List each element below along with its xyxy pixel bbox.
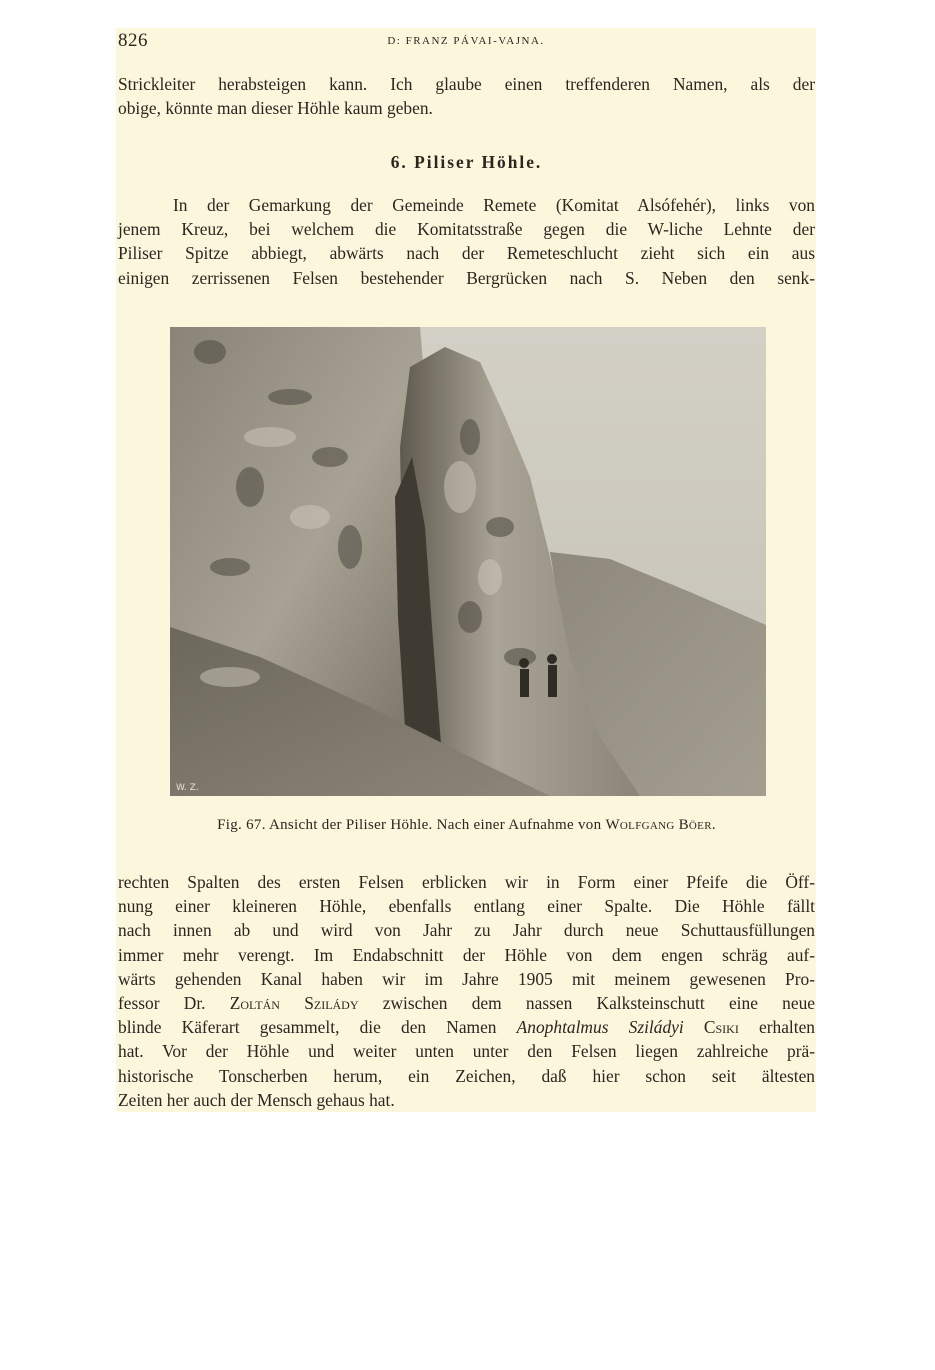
text-line: einigen zerrissenen Felsen bestehender Bergrücken nach S. Neben den senk- [118, 267, 815, 288]
text-line: immer mehr verengt. Im Endabschnitt der Höhle von dem engen schräg auf- [118, 944, 815, 965]
text-line: Strickleiter herabsteigen kann. Ich glaube einen treffenderen Namen, als der [118, 74, 815, 94]
text-line: hat. Vor der Höhle und weiter unten unter den Felsen liegen zahlreiche prä- [118, 1041, 815, 1062]
person-name: Zoltán Szilády [229, 993, 359, 1014]
text-line: rechten Spalten des ersten Felsen erblicken wir in Form einer Pfeife die Öff- [118, 872, 815, 892]
caption-text: Fig. 67. Ansicht der Piliser Höhle. Nach einer Aufnahme von [217, 817, 606, 833]
text-line: wärts gehenden Kanal haben wir im Jahre 1905 mit meinem gewesenen Pro- [118, 968, 815, 989]
page-header [118, 30, 814, 52]
text-line: jenem Kreuz, bei welchem die Komitatsstraße gegen die W-liche Lehnte der [118, 219, 815, 240]
section-heading: 6. Piliser Höhle. [390, 152, 543, 172]
running-head: D: FRANZ PÁVAI-VAJNA. [387, 35, 545, 47]
text-line: Zeiten her auch der Mensch gehaus hat. [118, 1089, 395, 1110]
paragraph-continuation [118, 72, 815, 120]
text-line: Piliser Spitze abbiegt, abwärts nach der Remeteschlucht zieht sich ein aus [118, 243, 815, 264]
text-line [118, 1015, 815, 1039]
text-line: In der Gemarkung der Gemeinde Remete (Komitat Alsófehér), links von [173, 195, 815, 215]
caption-author: Wolfgang Böer. [605, 817, 716, 833]
text-run: erhalten [738, 1017, 816, 1038]
text-line: obige, könnte man dieser Höhle kaum geben. [118, 98, 433, 119]
text-run: zwischen dem nassen Kalksteinschutt eine neue [358, 993, 815, 1014]
paragraph-intro [118, 193, 815, 290]
text-run: blinde Käferart gesammelt, die den Namen [118, 1017, 517, 1038]
page-number: 826 [118, 30, 148, 51]
text-line: nung einer kleineren Höhle, ebenfalls entlang einer Spalte. Die Höhle fällt [118, 896, 815, 917]
cave-photograph [170, 327, 766, 796]
text-line: historische Tonscherben herum, ein Zeichen, daß hier schon seit ältesten [118, 1065, 815, 1086]
text-line: nach innen ab und wird von Jahr zu Jahr durch neue Schuttausfüllungen [118, 920, 815, 941]
text-line [118, 991, 815, 1015]
species-name-suffix: i [678, 1017, 684, 1038]
species-name: Anophtalmus Szilády [516, 1017, 679, 1038]
paragraph-body [118, 870, 815, 1112]
figure-caption [118, 817, 815, 834]
species-author: Csiki [683, 1017, 739, 1038]
text-run: fessor Dr. [118, 993, 230, 1014]
photo-signature: W. Z. [176, 783, 199, 793]
